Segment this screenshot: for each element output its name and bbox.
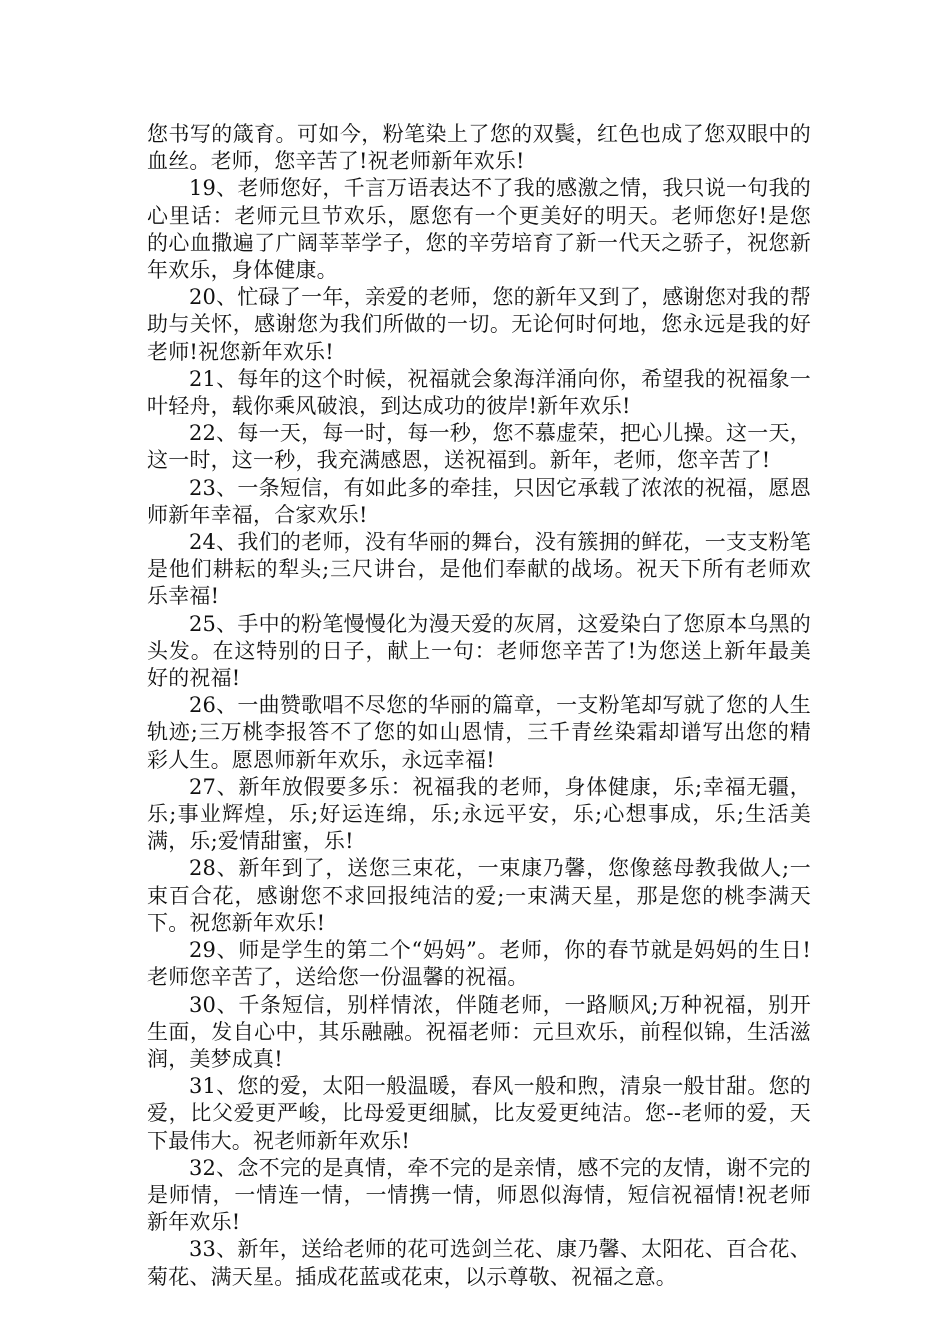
paragraph-22: 22、每一天，每一时，每一秒，您不慕虚荣，把心儿操。这一天，这一时，这一秒，我充满感恩，送祝福到。新年，老师，您辛苦了! [147, 421, 811, 473]
paragraph-26: 26、一曲赞歌唱不尽您的华丽的篇章，一支粉笔却写就了您的人生轨迹;三万桃李报答不了您的如山恩情，三千青丝染霜却谱写出您的精彩人生。愿恩师新年欢乐，永远幸福! [147, 693, 811, 772]
paragraph-21: 21、每年的这个时候，祝福就会象海洋涌向你，希望我的祝福象一叶轻舟，载你乘风破浪，到达成功的彼岸!新年欢乐! [147, 366, 811, 419]
paragraph-23: 23、一条短信，有如此多的牵挂，只因它承载了浓浓的祝福，愿恩师新年幸福，合家欢乐! [147, 475, 811, 527]
paragraph-24: 24、我们的老师，没有华丽的舞台，没有簇拥的鲜花，一支支粉笔是他们耕耘的犁头;三尺讲台，是他们奉献的战场。祝天下所有老师欢乐幸福! [147, 530, 811, 609]
paragraph-continuation: 您书写的箴育。可如今，粉笔染上了您的双鬓，红色也成了您双眼中的血丝。老师，您辛苦了!祝老师新年欢乐! [147, 122, 811, 174]
paragraph-30: 30、千条短信，别样情浓，伴随老师，一路顺风;万种祝福，别开生面，发自心中，其乐融融。祝福老师：元旦欢乐，前程似锦，生活滋润，美梦成真! [147, 992, 811, 1071]
paragraph-25: 25、手中的粉笔慢慢化为漫天爱的灰屑，这爱染白了您原本乌黑的头发。在这特别的日子，献上一句：老师您辛苦了!为您送上新年最美好的祝福! [147, 611, 811, 691]
paragraph-20: 20、忙碌了一年，亲爱的老师，您的新年又到了，感谢您对我的帮助与关怀，感谢您为我们所做的一切。无论何时何地，您永远是我的好老师!祝您新年欢乐! [147, 285, 811, 364]
paragraph-32: 32、念不完的是真情，牵不完的是亲情，感不完的友情，谢不完的是师情，一情连一情，一情携一情，师恩似海情，短信祝福情!祝老师新年欢乐! [147, 1155, 811, 1235]
paragraph-27: 27、新年放假要多乐：祝福我的老师，身体健康，乐;幸福无疆，乐;事业辉煌，乐;好运连绵，乐;永远平安，乐;心想事成，乐;生活美满，乐;爱情甜蜜，乐! [147, 774, 811, 854]
paragraph-31: 31、您的爱，太阳一般温暖，春风一般和煦，清泉一般甘甜。您的爱，比父爱更严峻，比母爱更细腻，比友爱更纯洁。您--老师的爱，天下最伟大。祝老师新年欢乐! [147, 1074, 811, 1153]
paragraph-28: 28、新年到了，送您三束花，一束康乃馨，您像慈母教我做人;一束百合花，感谢您不求回报纯洁的爱;一束满天星，那是您的桃李满天下。祝您新年欢乐! [147, 856, 811, 935]
document-body [147, 121, 811, 1291]
paragraph-33: 33、新年，送给老师的花可选剑兰花、康乃馨、太阳花、百合花、菊花、满天星。插成花蓝或花束，以示尊敬、祝福之意。 [147, 1237, 811, 1289]
paragraph-29: 29、师是学生的第二个“妈妈”。老师，你的春节就是妈妈的生日!老师您辛苦了，送给您一份温馨的祝福。 [147, 938, 811, 990]
paragraph-19: 19、老师您好，千言万语表达不了我的感激之情，我只说一句我的心里话：老师元旦节欢乐，愿您有一个更美好的明天。老师您好!是您的心血撒遍了广阔莘莘学子，您的辛劳培育了新一代天之骄子，祝您新年欢乐，身体健康。 [147, 176, 811, 283]
